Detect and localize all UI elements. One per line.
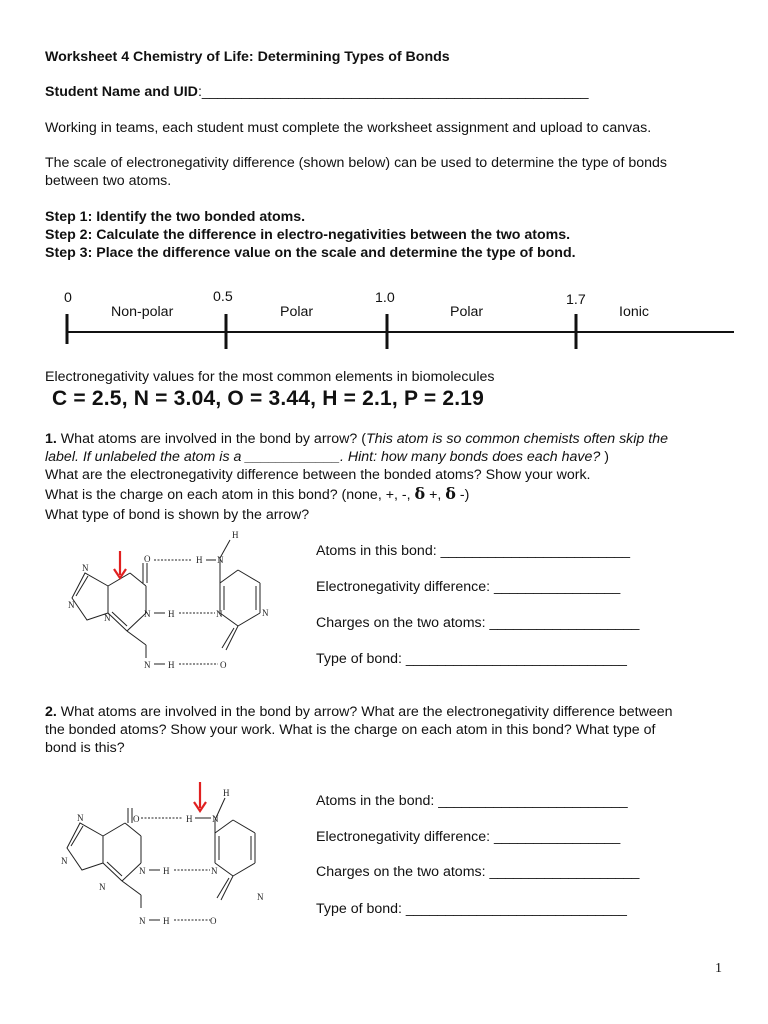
m1-atom-h: H bbox=[168, 609, 175, 619]
q1-text-a: What atoms are involved in the bond by arrow? ( bbox=[56, 431, 366, 447]
molecule-diagram-1 bbox=[60, 528, 290, 678]
m1-atom-h: H bbox=[168, 660, 175, 670]
page-number: 1 bbox=[715, 961, 722, 976]
m2-atom-n: N bbox=[211, 866, 218, 876]
student-name-blank[interactable]: :_________________________________________________ bbox=[197, 84, 589, 100]
q1-charge-plus: +, bbox=[425, 487, 446, 503]
m2-atom-n: N bbox=[212, 814, 219, 824]
m2-atom-n: N bbox=[99, 882, 106, 892]
m2-atom-n: N bbox=[61, 856, 68, 866]
m1-atom-n: N bbox=[262, 608, 269, 618]
m1-atom-h: H bbox=[232, 530, 239, 540]
m2-atom-n: N bbox=[77, 813, 84, 823]
step-1: Step 1: Identify the two bonded atoms. bbox=[45, 209, 306, 225]
m2-atom-n: N bbox=[139, 916, 146, 926]
m2-atom-n: N bbox=[139, 866, 146, 876]
step-2: Step 2: Calculate the difference in electro-negativities between the two atoms. bbox=[45, 227, 571, 243]
m1-atom-n: N bbox=[82, 563, 89, 573]
q2-text-1: What atoms are involved in the bond by arrow? What are the electronegativity difference between bbox=[56, 704, 673, 720]
q1-answer-en-difference[interactable]: Electronegativity difference: ________________ bbox=[316, 579, 621, 595]
q1-hint: label. If unlabeled the atom is a ____________. Hint: how many bonds does each have? bbox=[45, 449, 601, 465]
region-label-ionic: Ionic bbox=[619, 304, 649, 320]
q1-line3: What are the electronegativity difference between the bonded atoms? Show your work. bbox=[45, 467, 591, 483]
m1-atom-n: N bbox=[216, 609, 223, 619]
delta-minus-symbol: δ bbox=[445, 484, 456, 503]
region-label-polar-2: Polar bbox=[450, 304, 484, 320]
m2-atom-h: H bbox=[186, 814, 193, 824]
tick-label-0-5: 0.5 bbox=[213, 289, 233, 305]
scale-intro-line1: The scale of electronegativity difference (shown below) can be used to determine the type of bonds bbox=[45, 155, 667, 171]
q2-answer-bond-type[interactable]: Type of bond: ____________________________ bbox=[316, 901, 627, 917]
student-name-label: Student Name and UID bbox=[45, 84, 198, 100]
red-arrow-icon bbox=[114, 551, 126, 578]
q2-number: 2. bbox=[45, 704, 57, 720]
q1-line2 bbox=[45, 448, 609, 466]
en-values: C = 2.5, N = 3.04, O = 3.44, H = 2.1, P = 2.19 bbox=[52, 387, 484, 410]
q1-answer-bond-type[interactable]: Type of bond: ____________________________ bbox=[316, 651, 627, 667]
tick-label-1-7: 1.7 bbox=[566, 292, 586, 308]
m2-atom-n: N bbox=[257, 892, 264, 902]
step-3: Step 3: Place the difference value on the scale and determine the type of bond. bbox=[45, 245, 576, 261]
molecule-diagram-2 bbox=[55, 778, 285, 928]
m1-atom-n: N bbox=[68, 600, 75, 610]
q1-charge-minus: -) bbox=[455, 487, 470, 503]
scale-intro-line2: between two atoms. bbox=[45, 173, 172, 189]
q2-answer-charges[interactable]: Charges on the two atoms: ___________________ bbox=[316, 864, 640, 880]
q1-charge-text: What is the charge on each atom in this bond? (none, +, -, bbox=[45, 487, 415, 503]
m1-atom-n: N bbox=[144, 660, 151, 670]
q1-line4 bbox=[45, 485, 469, 504]
q2-line3: bond is this? bbox=[45, 740, 125, 756]
q2-answer-atoms[interactable]: Atoms in the bond: ________________________ bbox=[316, 793, 628, 809]
en-caption: Electronegativity values for the most common elements in biomolecules bbox=[45, 369, 495, 385]
m1-atom-o: O bbox=[144, 554, 151, 564]
student-name-line bbox=[45, 83, 589, 101]
q1-line5: What type of bond is shown by the arrow? bbox=[45, 507, 310, 523]
region-label-nonpolar: Non-polar bbox=[111, 304, 174, 320]
tick-label-1-0: 1.0 bbox=[375, 290, 395, 306]
q1-answer-charges[interactable]: Charges on the two atoms: ___________________ bbox=[316, 615, 640, 631]
q1-hint-close: ) bbox=[600, 449, 609, 465]
electronegativity-scale bbox=[0, 280, 768, 360]
m2-atom-h: H bbox=[223, 788, 230, 798]
m1-atom-n: N bbox=[144, 609, 151, 619]
intro-text: Working in teams, each student must complete the worksheet assignment and upload to canvas. bbox=[45, 120, 652, 136]
page-title: Worksheet 4 Chemistry of Life: Determining Types of Bonds bbox=[45, 49, 450, 65]
q1-text-b: This atom is so common chemists often skip the bbox=[365, 431, 668, 447]
red-arrow-icon bbox=[194, 782, 206, 811]
tick-label-0: 0 bbox=[64, 290, 72, 306]
q2-line2: the bonded atoms? Show your work. What is the charge on each atom in this bond? What type of bbox=[45, 722, 656, 738]
m2-atom-o: O bbox=[210, 916, 217, 926]
m1-atom-o: O bbox=[220, 660, 227, 670]
m1-atom-n: N bbox=[217, 555, 224, 565]
m2-atom-o: O bbox=[133, 814, 140, 824]
q2-line1 bbox=[45, 703, 673, 721]
m2-atom-h: H bbox=[163, 916, 170, 926]
m1-atom-h: H bbox=[196, 555, 203, 565]
q1-number: 1. bbox=[45, 431, 57, 447]
m2-atom-h: H bbox=[163, 866, 170, 876]
delta-plus-symbol: δ bbox=[414, 484, 426, 503]
q2-answer-en-difference[interactable]: Electronegativity difference: ________________ bbox=[316, 829, 621, 845]
q1-answer-atoms[interactable]: Atoms in this bond: ________________________ bbox=[316, 543, 630, 559]
q1-line1 bbox=[45, 430, 668, 448]
m1-atom-n: N bbox=[104, 613, 111, 623]
region-label-polar-1: Polar bbox=[280, 304, 314, 320]
